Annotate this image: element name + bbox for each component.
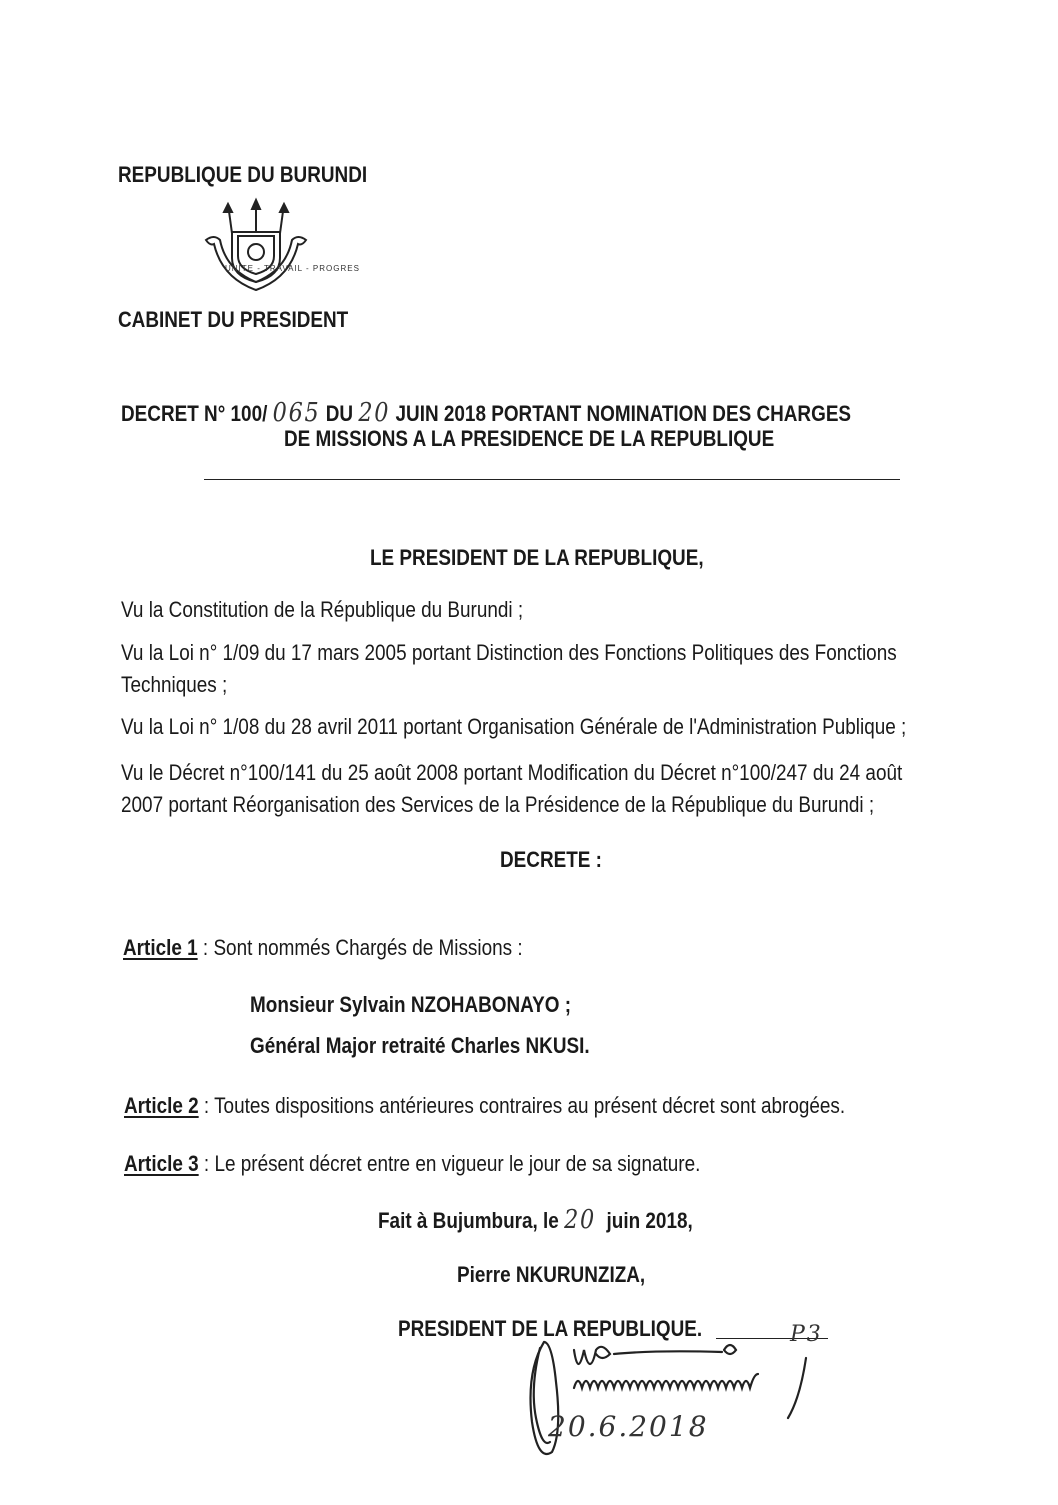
decree-title-line-1: DECRET N° 100/ 065 DU 20 JUIN 2018 PORTANT NOMINATION DES CHARGES — [121, 398, 852, 428]
handwritten-signing-day: 20 — [564, 1205, 596, 1235]
country-name: REPUBLIQUE DU BURUNDI — [118, 162, 368, 187]
handwritten-page-mark: P3 — [790, 1322, 823, 1347]
article-2: Article 2 : Toutes dispositions antérieures contraires au présent décret sont abrogées. — [124, 1093, 846, 1118]
title-divider — [204, 479, 900, 480]
cabinet-heading: CABINET DU PRESIDENT — [118, 307, 349, 332]
coat-of-arms-emblem — [196, 196, 316, 300]
article-3-label: Article 3 — [124, 1151, 199, 1176]
article-2-label: Article 2 — [124, 1093, 199, 1118]
handwritten-decree-number: 065 — [272, 398, 321, 428]
signatory-role: PRESIDENT DE LA REPUBLIQUE. — [398, 1316, 703, 1341]
consideration-decret-line-2: 2007 portant Réorganisation des Services de la Présidence de la République du Burundi ; — [121, 792, 875, 817]
handwritten-signature-date: 20.6.2018 — [548, 1410, 709, 1443]
consideration-loi-1-09-line-2: Techniques ; — [121, 672, 228, 697]
signatory-name: Pierre NKURUNZIZA, — [457, 1262, 646, 1287]
nominee-1: Monsieur Sylvain NZOHABONAYO ; — [250, 992, 571, 1017]
nominee-2: Général Major retraité Charles NKUSI. — [250, 1033, 590, 1058]
consideration-decret-line-1: Vu le Décret n°100/141 du 25 août 2008 portant Modification du Décret n°100/247 du 24 août — [121, 760, 903, 785]
consideration-loi-1-09-line-1: Vu la Loi n° 1/09 du 17 mars 2005 portant Distinction des Fonctions Politiques des Fonctions — [121, 640, 897, 665]
consideration-constitution: Vu la Constitution de la République du Burundi ; — [121, 597, 524, 622]
handwritten-decree-day: 20 — [358, 398, 391, 428]
decree-title-line-2: DE MISSIONS A LA PRESIDENCE DE LA REPUBLIQUE — [284, 426, 775, 451]
coat-of-arms-motto: UNITE - TRAVAIL - PROGRES — [225, 264, 360, 273]
article-3: Article 3 : Le présent décret entre en vigueur le jour de sa signature. — [124, 1151, 701, 1176]
consideration-loi-1-08: Vu la Loi n° 1/08 du 28 avril 2011 portant Organisation Générale de l'Administration Publique ; — [121, 714, 907, 739]
decrete-heading: DECRETE : — [500, 847, 602, 872]
place-and-date: Fait à Bujumbura, le 20 juin 2018, — [378, 1205, 693, 1235]
president-heading: LE PRESIDENT DE LA REPUBLIQUE, — [370, 545, 704, 570]
article-1-label: Article 1 — [123, 935, 198, 960]
article-1: Article 1 : Sont nommés Chargés de Missions : — [123, 935, 523, 960]
